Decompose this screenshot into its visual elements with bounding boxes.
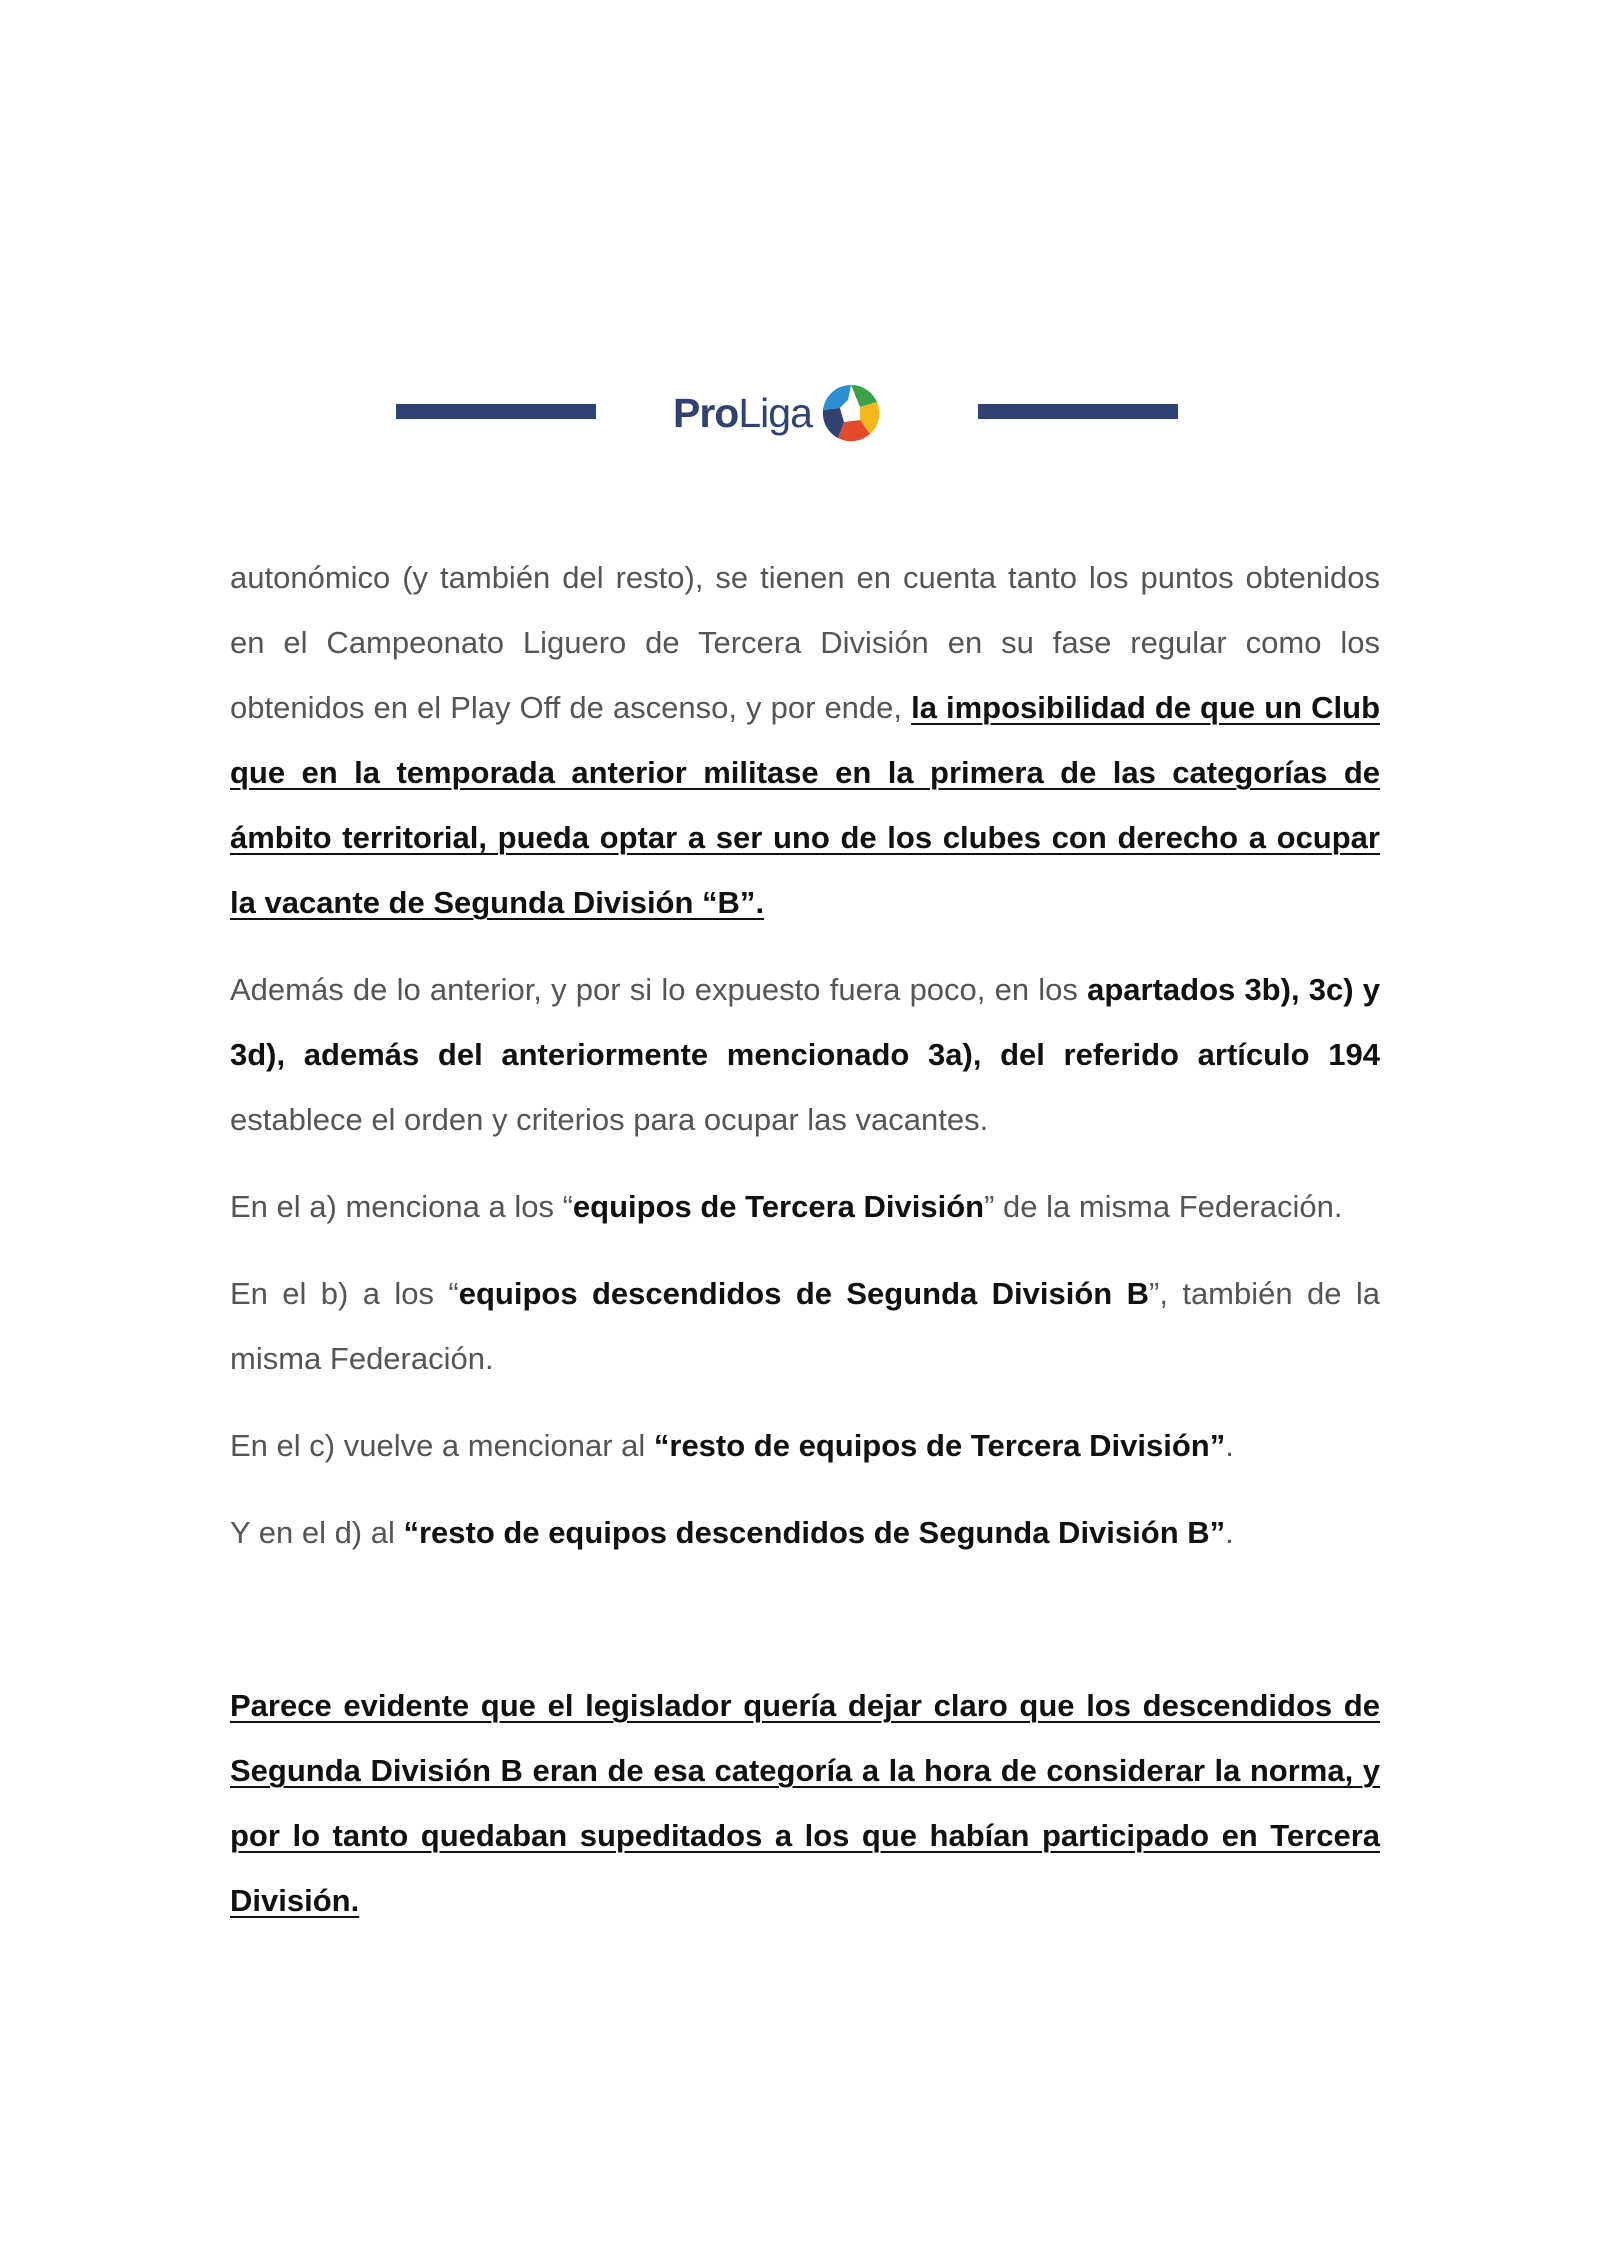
- paragraph-4: En el b) a los “equipos descendidos de Segunda División B”, también de la misma Federación.: [230, 1276, 1380, 1376]
- bold-emphasis: “resto de equipos descendidos de Segunda División B”: [403, 1515, 1226, 1550]
- bold-emphasis: equipos de Tercera División: [572, 1189, 985, 1224]
- paragraph-5: En el c) vuelve a mencionar al “resto de equipos de Tercera División”.: [230, 1428, 1234, 1463]
- paragraph-3: En el a) menciona a los “equipos de Tercera División” de la misma Federación.: [230, 1189, 1343, 1224]
- paragraph-conclusion: [230, 1673, 1380, 1933]
- proliga-logo: [673, 368, 882, 458]
- paragraph-6: Y en el d) al “resto de equipos descendidos de Segunda División B”.: [230, 1515, 1234, 1550]
- document-body: [230, 545, 1380, 1955]
- header-rule-right: [978, 404, 1178, 419]
- bold-emphasis: apartados 3b), 3c) y 3d), además del anteriormente mencionado 3a), del referido artículo 194: [230, 972, 1380, 1072]
- underlined-emphasis: Parece evidente que el legislador quería dejar claro que los descendidos de Segunda División B eran de esa categoría a la hora de considerar la norma, y por lo tanto quedaban supeditados a los que habían participado en Tercera División.: [230, 1688, 1380, 1918]
- bold-emphasis: equipos descendidos de Segunda División B: [458, 1276, 1150, 1311]
- proliga-ball-icon: [820, 382, 882, 444]
- underlined-emphasis: la imposibilidad de que un Club que en la temporada anterior militase en la primera de las categorías de ámbito territorial, pueda optar a ser uno de los clubes con derecho a ocupar la vacante de Segunda División “B”: [230, 690, 1381, 920]
- paragraph-2: Además de lo anterior, y por si lo expuesto fuera poco, en los apartados 3b), 3c) y 3d), además del anteriormente mencionado 3a), del referido artículo 194 establece el orden y criterios para ocupar las vacantes.: [230, 972, 1380, 1137]
- bold-emphasis: “resto de equipos de Tercera División”: [653, 1428, 1226, 1463]
- letterhead: [0, 368, 1600, 458]
- header-rule-left: [396, 404, 596, 419]
- logo-text: ProLiga: [673, 389, 812, 436]
- paragraph-1: autonómico (y también del resto), se tienen en cuenta tanto los puntos obtenidos en el Campeonato Liguero de Tercera División en su fase regular como los obtenidos en el Play Off de ascenso, y por ende, la imposibilidad de que un Club que en la temporada anterior militase en la primera de las categorías de ámbito territorial, pueda optar a ser uno de los clubes con derecho a ocupar la vacante de Segunda División “B”.: [230, 560, 1381, 920]
